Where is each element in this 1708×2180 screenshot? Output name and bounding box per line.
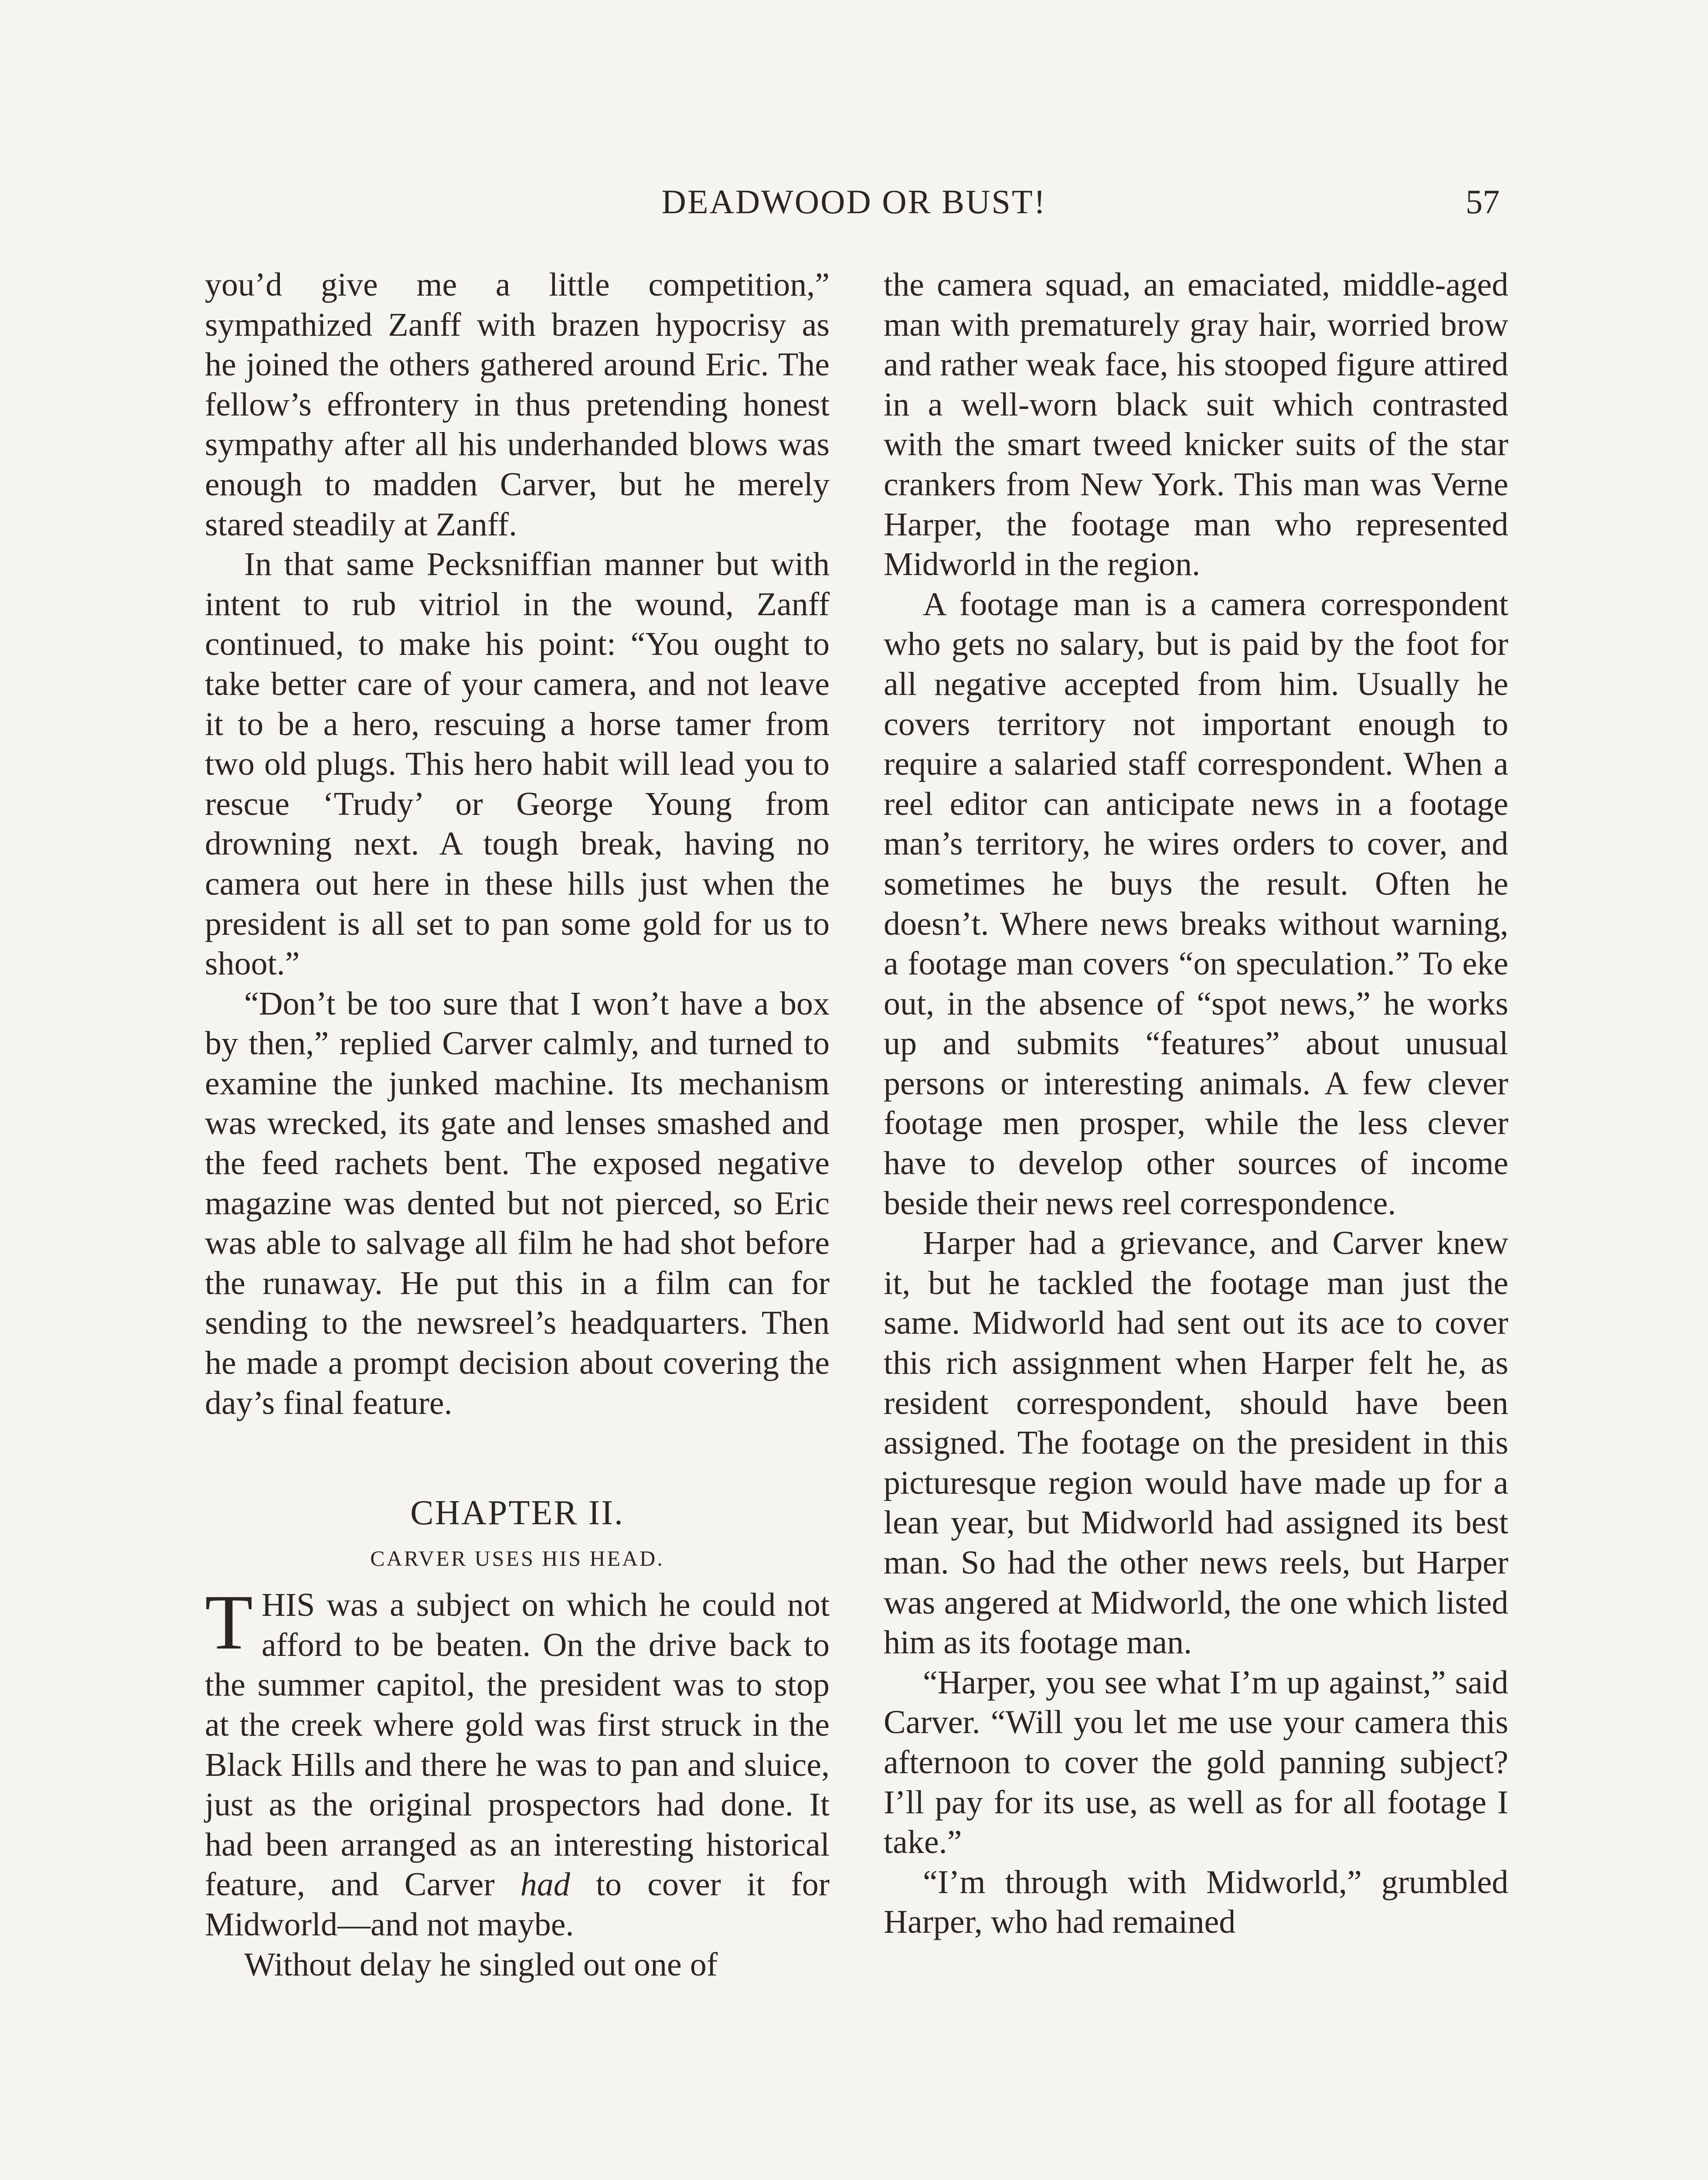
paragraph: Harper had a grievance, and Carver knew it, but he tackled the footage man just the same. Midworld had sent out its ace to cover this rich assignment when Harper felt he, as resident correspondent, should have been assigned. The footage on the president in this picturesque region would have made up for a lean year, but Midworld had assigned its best man. So had the other news reels, but Harper was angered at Midworld, the one which listed him as its footage man. xyxy=(884,1225,1508,1661)
left-column xyxy=(205,265,830,1985)
paragraph: “Harper, you see what I’m up against,” said Carver. “Will you let me use your camera this afternoon to cover the gold panning subject? I’ll pay for its use, as well as for all footage I take.” xyxy=(884,1664,1508,1861)
chapter-subtitle: CARVER USES HIS HEAD. xyxy=(370,1546,664,1571)
page-header xyxy=(0,182,1708,230)
emphasis: had xyxy=(520,1866,570,1903)
right-column xyxy=(884,265,1508,1942)
paragraph: A footage man is a camera correspondent who gets no salary, but is paid by the foot for all negative accepted from him. Usually he covers territory not important enough to require a salaried staff correspondent. When a reel editor can anticipate news in a footage man’s territory, he wires orders to cover, and sometimes he buys the result. Often he doesn’t. Where news breaks without warning, a footage man covers “on speculation.” To eke out, in the absence of “spot news,” he works up and submits “features” about unusual persons or interesting animals. A few clever footage men prosper, while the less clever have to develop other sources of income beside their news reel correspondence. xyxy=(884,586,1508,1222)
paragraph: “Don’t be too sure that I won’t have a box by then,” replied Carver calmly, and turned to examine the junked machine. Its mechanism was wrecked, its gate and lenses smashed and the feed rachets bent. The exposed negative magazine was dented but not pierced, so Eric was able to salvage all film he had shot before the runaway. He put this in a film can for sending to the newsreel’s headquarters. Then he made a prompt decision about covering the day’s final feature. xyxy=(205,985,830,1421)
page-number: 57 xyxy=(1466,183,1500,221)
paragraph-text: HIS was a subject on which he could not afford to be beaten. On the drive back to the summer capitol, the president was to stop at the creek where gold was first struck in the Black Hills and there he was to pan and sluice, just as the original prospectors had done. It had been arranged as an interesting historical feature, and Carver xyxy=(205,1587,830,1903)
paragraph xyxy=(205,1579,830,1945)
paragraph: “I’m through with Midworld,” grumbled Harper, who had remained xyxy=(884,1863,1508,1941)
chapter-title: CHAPTER II. xyxy=(410,1494,624,1533)
paragraph-text: to cover it for Midworld—and not maybe. xyxy=(205,1866,830,1943)
drop-cap: T xyxy=(205,1579,253,1666)
paragraph: the camera squad, an emaciated, middle-aged man with prematurely gray hair, worried brow and rather weak face, his stooped figure attired in a well-worn black suit which contrasted with the smart tweed knicker suits of the star crankers from New York. This man was Verne Harper, the footage man who represented Midworld in the region. xyxy=(884,266,1508,583)
paragraph: In that same Pecksniffian manner but with intent to rub vitriol in the wound, Zanff continued, to make his point: “You ought to take better care of your camera, and not leave it to be a hero, rescuing a horse tamer from two old plugs. This hero habit will lead you to rescue ‘Trudy’ or George Young from drowning next. A tough break, having no camera out here in these hills just when the president is all set to pan some gold for us to shoot.” xyxy=(205,546,830,982)
paragraph: you’d give me a little competition,” sympathized Zanff with brazen hypocrisy as he joined the others gathered around Eric. The fellow’s effrontery in thus pretending honest sympathy after all his underhanded blows was enough to madden Carver, but he merely stared steadily at Zanff. xyxy=(205,266,830,543)
running-title: DEADWOOD OR BUST! xyxy=(661,183,1047,221)
paragraph: Without delay he singled out one of xyxy=(244,1946,718,1983)
